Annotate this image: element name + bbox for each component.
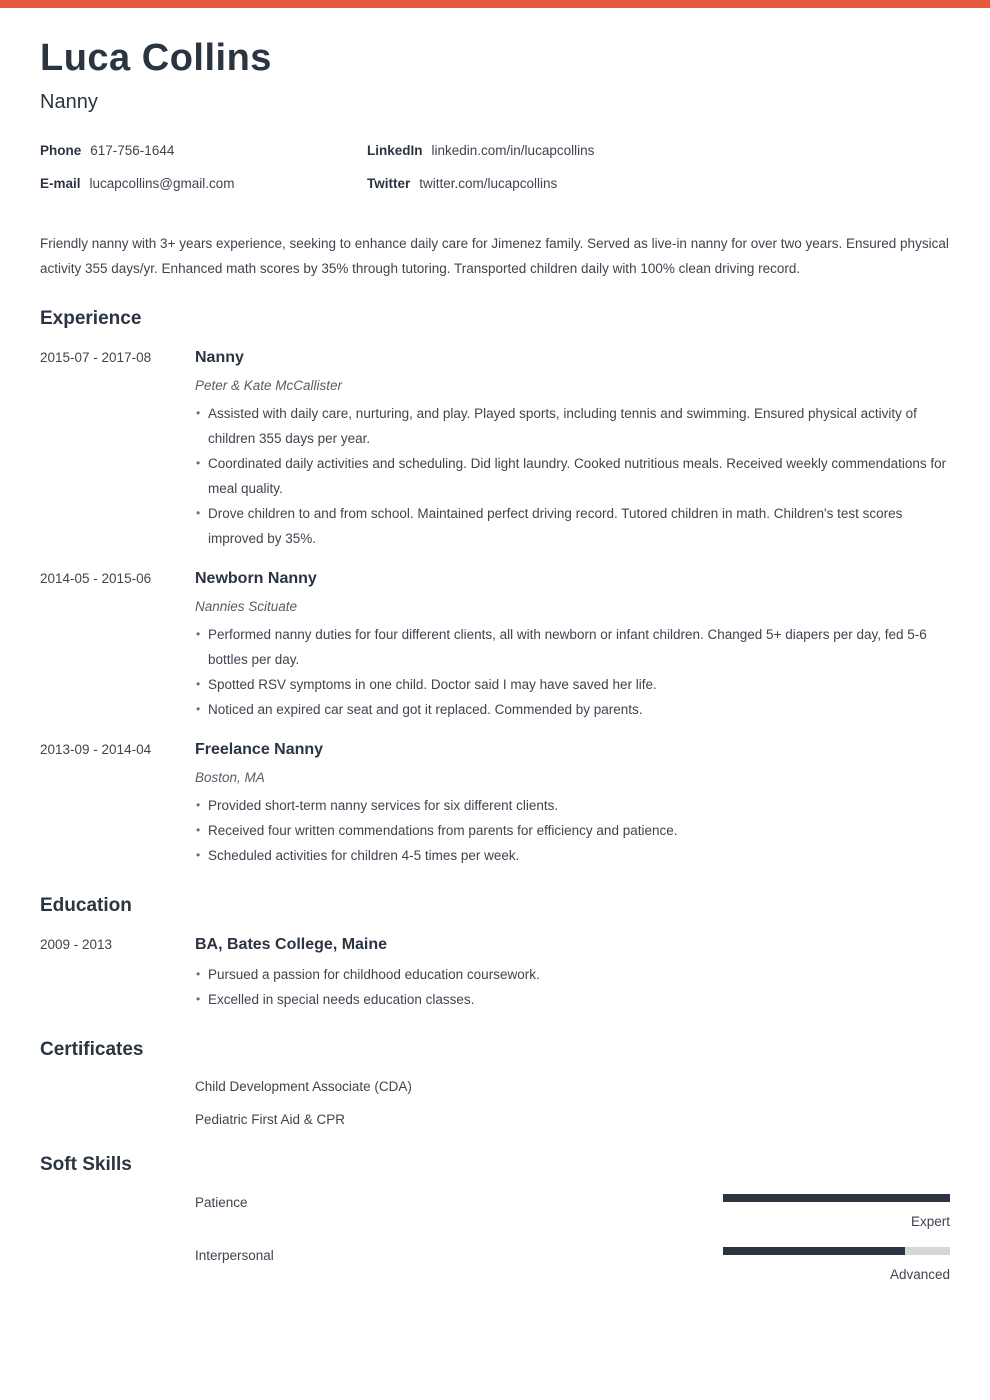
bullet-item: • Noticed an expired car seat and got it replaced. Commended by parents. — [195, 697, 950, 722]
contact-value: lucapcollins@gmail.com — [89, 175, 235, 191]
bullet-item: • Received four written commendations from parents for efficiency and patience. — [195, 818, 950, 843]
skill-name: Interpersonal — [195, 1248, 274, 1264]
entry-bullets — [195, 962, 950, 1012]
section-certificates — [40, 1038, 950, 1127]
resume-page — [0, 38, 990, 1282]
entry-bullets — [195, 401, 950, 551]
bullet-item: • Spotted RSV symptoms in one child. Doctor said I may have saved her life. — [195, 672, 950, 697]
entry-dates: 2013-09 - 2014-04 — [40, 742, 152, 758]
resume-entry — [40, 348, 950, 551]
contact-item — [367, 177, 950, 191]
entry-title: Freelance Nanny — [195, 741, 324, 759]
contact-item — [367, 144, 950, 158]
bullet-item: • Coordinated daily activities and scheduling. Did light laundry. Cooked nutritious meals. Received weekly commendations for meal quality. — [195, 451, 950, 501]
skill-bar-fill — [723, 1194, 950, 1202]
entry-title: BA, Bates College, Maine — [195, 936, 388, 954]
education-entries — [40, 935, 950, 1012]
resume-entry — [40, 569, 950, 722]
skill-meter — [723, 1247, 950, 1282]
skill-row — [40, 1194, 950, 1229]
skill-list — [40, 1194, 950, 1282]
skill-name: Patience — [195, 1195, 248, 1211]
certificate-list — [40, 1079, 950, 1127]
experience-heading: Experience — [40, 308, 142, 330]
bullet-item: • Pursued a passion for childhood education coursework. — [195, 962, 950, 987]
contact-item — [40, 177, 367, 191]
entry-bullets — [195, 622, 950, 722]
contact-label: Twitter — [367, 175, 411, 191]
entry-title: Nanny — [195, 349, 244, 367]
entry-dates: 2009 - 2013 — [40, 937, 113, 953]
resume-entry — [40, 740, 950, 868]
section-soft-skills — [40, 1153, 950, 1282]
entry-bullets — [195, 793, 950, 868]
skill-meter — [723, 1194, 950, 1229]
education-heading: Education — [40, 895, 132, 917]
contact-value: linkedin.com/in/lucapcollins — [431, 142, 595, 158]
certificate-item: Pediatric First Aid & CPR — [195, 1112, 346, 1128]
entry-dates: 2015-07 - 2017-08 — [40, 350, 152, 366]
entry-body — [195, 935, 950, 1012]
bullet-item: • Assisted with daily care, nurturing, and play. Played sports, including tennis and swimming. Ensured physical activity of children 355 days per year. — [195, 401, 950, 451]
summary-text: Friendly nanny with 3+ years experience, seeking to enhance daily care for Jimenez family. Served as live-in nanny for over two years. Ensured physical activity 355 days/yr. Enhanced math scores by 35% through tutoring. Transported children daily with 100% clean driving record. — [40, 236, 949, 277]
entry-subtitle: Nannies Scituate — [195, 599, 298, 615]
contact-label: Phone — [40, 142, 82, 158]
contact-value: twitter.com/lucapcollins — [419, 175, 558, 191]
skill-level-label: Advanced — [889, 1267, 950, 1283]
bullet-item: • Drove children to and from school. Maintained perfect driving record. Tutored children in math. Children's test scores improved by 35%. — [195, 501, 950, 551]
top-accent-bar — [0, 0, 990, 8]
skill-row — [40, 1247, 950, 1282]
entry-body — [195, 569, 950, 722]
resume-entry — [40, 935, 950, 1012]
skill-bar — [723, 1194, 950, 1202]
experience-entries — [40, 348, 950, 868]
contact-item — [40, 144, 367, 158]
entry-dates: 2014-05 - 2015-06 — [40, 571, 152, 587]
entry-body — [195, 740, 950, 868]
candidate-name: Luca Collins — [40, 37, 272, 79]
entry-subtitle: Peter & Kate McCallister — [195, 378, 343, 394]
entry-subtitle: Boston, MA — [195, 770, 265, 786]
contact-value: 617-756-1644 — [90, 142, 175, 158]
contact-list — [40, 144, 950, 191]
entry-body — [195, 348, 950, 551]
section-education — [40, 894, 950, 1012]
skill-bar — [723, 1247, 950, 1255]
bullet-item: • Excelled in special needs education classes. — [195, 987, 950, 1012]
bullet-item: • Performed nanny duties for four different clients, all with newborn or infant children. Changed 5+ diapers per day, fed 5-6 bottles per day. — [195, 622, 950, 672]
bullet-item: • Scheduled activities for children 4-5 times per week. — [195, 843, 950, 868]
entry-title: Newborn Nanny — [195, 570, 317, 588]
job-title: Nanny — [40, 90, 98, 113]
bullet-item: • Provided short-term nanny services for six different clients. — [195, 793, 950, 818]
skill-bar-fill — [723, 1247, 905, 1255]
section-experience — [40, 307, 950, 868]
soft-skills-heading: Soft Skills — [40, 1154, 132, 1176]
certificates-heading: Certificates — [40, 1039, 144, 1061]
contact-label: LinkedIn — [367, 142, 423, 158]
skill-level-label: Expert — [910, 1214, 950, 1230]
certificate-item: Child Development Associate (CDA) — [195, 1079, 412, 1095]
contact-label: E-mail — [40, 175, 81, 191]
